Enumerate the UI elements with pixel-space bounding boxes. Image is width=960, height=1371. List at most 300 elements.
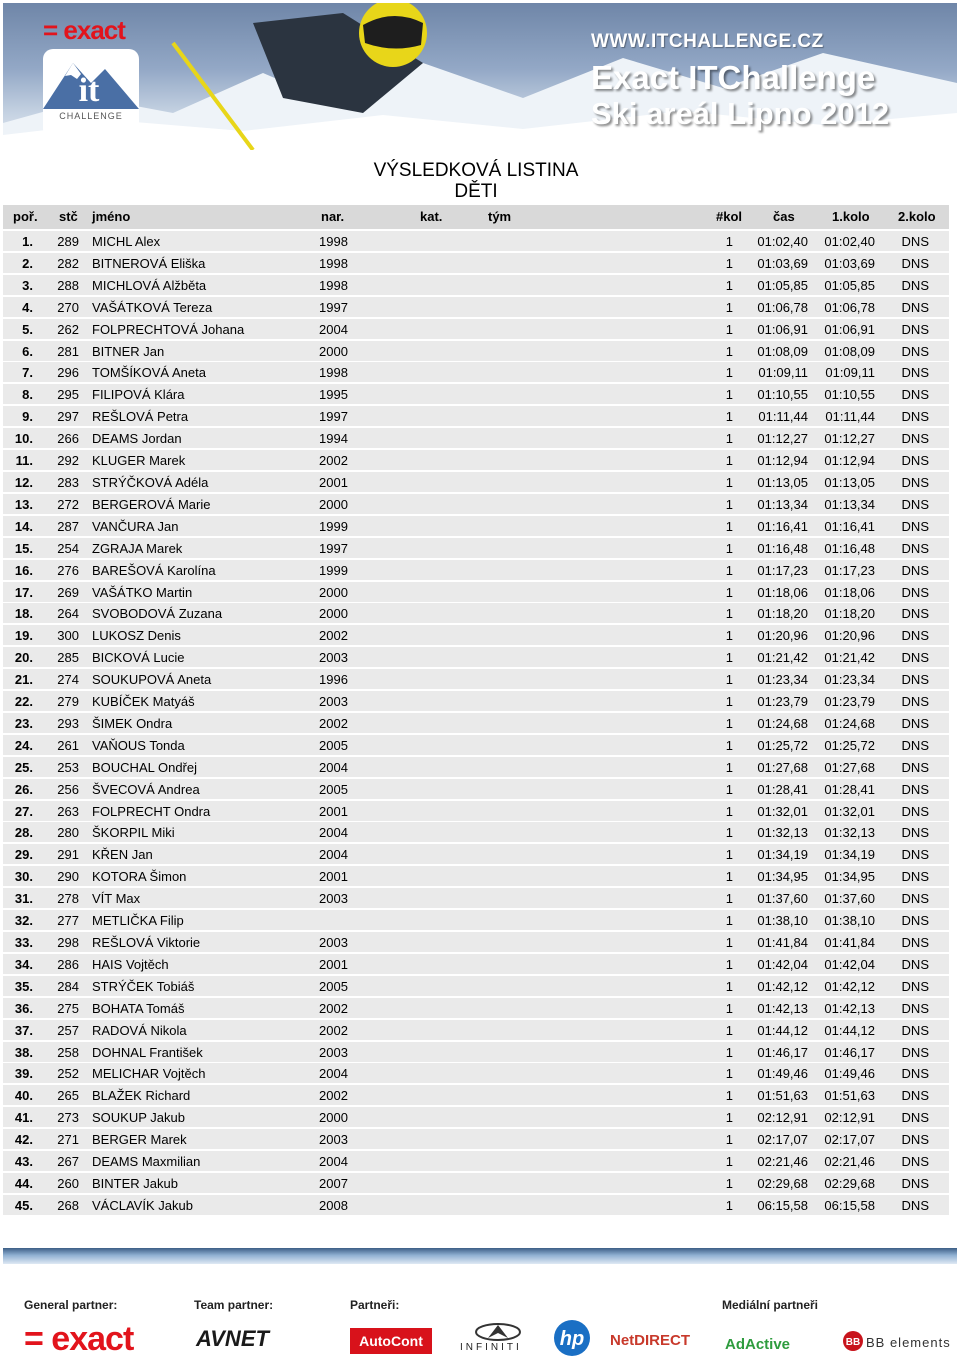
header-category: kat. <box>420 209 443 224</box>
name-cell: HAIS Vojtěch <box>92 956 169 972</box>
birth-year-cell: 2000 <box>319 606 348 622</box>
rounds-cell: 1 <box>725 913 733 929</box>
time-cell: 01:37,60 <box>757 891 808 907</box>
birth-year-cell: 1998 <box>319 234 348 249</box>
svg-text:it: it <box>78 72 100 109</box>
rank-cell: 22. <box>14 694 33 710</box>
round2-cell: DNS <box>901 715 929 731</box>
rank-cell: 26. <box>14 781 33 797</box>
table-row <box>3 1173 949 1193</box>
time-cell: 01:21,42 <box>757 650 808 666</box>
rounds-cell: 1 <box>725 978 733 994</box>
rank-cell: 12. <box>14 474 33 490</box>
time-cell: 01:32,13 <box>757 825 808 841</box>
table-row <box>3 538 949 558</box>
time-cell: 01:42,12 <box>757 978 808 994</box>
round1-cell: 01:34,19 <box>824 847 875 863</box>
round2-cell: DNS <box>901 1132 929 1148</box>
website-url: WWW.ITCHALLENGE.CZ <box>591 31 824 52</box>
round2-cell: DNS <box>901 913 929 929</box>
round1-cell: 01:23,79 <box>824 694 875 710</box>
birth-year-cell: 2004 <box>319 1066 348 1082</box>
rank-cell: 42. <box>14 1132 33 1148</box>
table-row <box>3 362 949 382</box>
round1-cell: 01:13,05 <box>824 474 875 490</box>
birth-year-cell: 2004 <box>319 847 348 863</box>
round1-cell: 01:03,69 <box>824 255 875 271</box>
table-row <box>3 603 949 623</box>
birth-year-cell: 2003 <box>319 1132 348 1148</box>
table-row <box>3 888 949 908</box>
round2-cell: DNS <box>901 628 929 644</box>
rounds-cell: 1 <box>725 1022 733 1038</box>
birth-year-cell: 2003 <box>319 891 348 907</box>
table-row <box>3 428 949 448</box>
rank-cell: 43. <box>14 1154 33 1170</box>
birth-year-cell: 2003 <box>319 650 348 666</box>
table-row <box>3 625 949 645</box>
time-cell: 01:20,96 <box>757 628 808 644</box>
round2-cell: DNS <box>901 1154 929 1170</box>
round2-cell: DNS <box>901 496 929 512</box>
birth-year-cell: 1997 <box>319 409 348 425</box>
bib-cell: 283 <box>57 474 79 490</box>
round2-cell: DNS <box>901 453 929 469</box>
bib-cell: 269 <box>57 584 79 600</box>
round1-cell: 01:32,13 <box>824 825 875 841</box>
rank-cell: 4. <box>22 299 33 315</box>
rounds-cell: 1 <box>725 234 733 249</box>
header-rounds: #kol <box>716 209 743 224</box>
round2-cell: DNS <box>901 935 929 950</box>
rounds-cell: 1 <box>725 628 733 644</box>
round2-cell: DNS <box>901 606 929 622</box>
rounds-cell: 1 <box>725 1110 733 1126</box>
rank-cell: 23. <box>14 715 33 731</box>
table-row <box>3 1085 949 1105</box>
round1-cell: 01:27,68 <box>824 759 875 775</box>
name-cell: BICKOVÁ Lucie <box>92 650 185 666</box>
bib-cell: 296 <box>57 365 79 381</box>
round1-cell: 01:24,68 <box>824 715 875 731</box>
name-cell: SVOBODOVÁ Zuzana <box>92 606 223 622</box>
birth-year-cell: 2003 <box>319 694 348 710</box>
rank-cell: 36. <box>14 1000 33 1016</box>
rank-cell: 8. <box>22 387 33 403</box>
round2-cell: DNS <box>901 409 929 425</box>
table-row <box>3 297 949 317</box>
rounds-cell: 1 <box>725 935 733 950</box>
birth-year-cell: 1998 <box>319 277 348 293</box>
bib-cell: 253 <box>57 759 79 775</box>
birth-year-cell: 2005 <box>319 737 348 753</box>
round2-cell: DNS <box>901 650 929 666</box>
bib-cell: 261 <box>57 737 79 753</box>
birth-year-cell: 2000 <box>319 1110 348 1126</box>
table-row <box>3 954 949 974</box>
header-round2: 2.kolo <box>898 209 936 224</box>
table-row <box>3 231 949 251</box>
rank-cell: 41. <box>14 1110 33 1126</box>
name-cell: BINTER Jakub <box>92 1175 178 1191</box>
bib-cell: 280 <box>57 825 79 841</box>
round2-cell: DNS <box>901 803 929 819</box>
round2-cell: DNS <box>901 255 929 271</box>
table-row <box>3 757 949 777</box>
name-cell: BERGEROVÁ Marie <box>92 496 211 512</box>
round2-cell: DNS <box>901 825 929 841</box>
bib-cell: 284 <box>57 978 79 994</box>
round1-cell: 01:12,94 <box>824 453 875 469</box>
bib-cell: 293 <box>57 715 79 731</box>
bib-cell: 256 <box>57 781 79 797</box>
rounds-cell: 1 <box>725 474 733 490</box>
rounds-cell: 1 <box>725 540 733 556</box>
time-cell: 01:06,78 <box>757 299 808 315</box>
round2-cell: DNS <box>901 737 929 753</box>
bib-cell: 285 <box>57 650 79 666</box>
name-cell: DEAMS Jordan <box>92 431 182 447</box>
rounds-cell: 1 <box>725 803 733 819</box>
time-cell: 01:06,91 <box>757 321 808 337</box>
round2-cell: DNS <box>901 1044 929 1060</box>
name-cell: BLAŽEK Richard <box>92 1088 191 1104</box>
round2-cell: DNS <box>901 540 929 556</box>
time-cell: 01:08,09 <box>757 343 808 359</box>
round2-cell: DNS <box>901 1175 929 1191</box>
exact-sponsor-logo: = exact <box>24 1320 134 1358</box>
bib-cell: 268 <box>57 1197 79 1213</box>
event-title: Exact ITChallenge <box>591 59 876 96</box>
round1-cell: 01:23,34 <box>824 672 875 688</box>
round1-cell: 01:17,23 <box>824 562 875 578</box>
round2-cell: DNS <box>901 1022 929 1038</box>
table-row <box>3 516 949 536</box>
name-cell: STRÝČEK Tobiáš <box>92 978 195 994</box>
table-row <box>3 1063 949 1083</box>
round1-cell: 02:17,07 <box>824 1132 875 1148</box>
rounds-cell: 1 <box>725 1175 733 1191</box>
bib-cell: 282 <box>57 255 79 271</box>
logo-subtitle: CHALLENGE <box>59 111 123 121</box>
birth-year-cell: 2003 <box>319 1044 348 1060</box>
bib-cell: 298 <box>57 935 79 950</box>
name-cell: BOUCHAL Ondřej <box>92 759 197 775</box>
table-row <box>3 384 949 404</box>
name-cell: KUBÍČEK Matyáš <box>92 694 195 710</box>
rounds-cell: 1 <box>725 869 733 885</box>
table-row <box>3 822 949 842</box>
bib-cell: 300 <box>57 628 79 644</box>
name-cell: LUKOSZ Denis <box>92 628 181 644</box>
table-row <box>3 669 949 689</box>
round1-cell: 01:05,85 <box>824 277 875 293</box>
table-row <box>3 910 949 930</box>
birth-year-cell: 2002 <box>319 628 348 644</box>
time-cell: 01:24,68 <box>757 715 808 731</box>
header-bib: stč <box>59 209 78 224</box>
round1-cell: 01:16,48 <box>824 540 875 556</box>
birth-year-cell: 2002 <box>319 1000 348 1016</box>
infiniti-emblem-icon <box>474 1322 522 1342</box>
name-cell: MICHL Alex <box>92 234 161 249</box>
header-birth-year: nar. <box>321 209 345 224</box>
bib-cell: 286 <box>57 956 79 972</box>
bib-cell: 267 <box>57 1154 79 1170</box>
round1-cell: 01:32,01 <box>824 803 875 819</box>
time-cell: 01:23,34 <box>757 672 808 688</box>
name-cell: FILIPOVÁ Klára <box>92 387 185 403</box>
autocont-sponsor-logo: AutoCont <box>350 1328 432 1354</box>
name-cell: ŠIMEK Ondra <box>92 715 173 731</box>
table-row <box>3 450 949 470</box>
name-cell: VÁCLAVÍK Jakub <box>92 1197 193 1213</box>
birth-year-cell: 2002 <box>319 1022 348 1038</box>
time-cell: 01:18,06 <box>757 584 808 600</box>
round1-cell: 01:42,04 <box>824 956 875 972</box>
name-cell: TOMŠÍKOVÁ Aneta <box>92 365 206 381</box>
bib-cell: 265 <box>57 1088 79 1104</box>
bib-cell: 277 <box>57 913 79 929</box>
rank-cell: 29. <box>14 847 33 863</box>
table-row <box>3 1151 949 1171</box>
round1-cell: 01:46,17 <box>824 1044 875 1060</box>
rank-cell: 31. <box>14 891 33 907</box>
netdirect-sponsor-logo: NetDIRECT <box>610 1332 691 1349</box>
table-row <box>3 472 949 492</box>
bib-cell: 257 <box>57 1022 79 1038</box>
adactive-sponsor-logo: AdActive <box>725 1336 791 1353</box>
avnet-sponsor-logo: AVNET <box>196 1326 269 1351</box>
general-partner-label: General partner: <box>24 1298 118 1312</box>
round1-cell: 01:25,72 <box>824 737 875 753</box>
birth-year-cell: 2004 <box>319 825 348 841</box>
rounds-cell: 1 <box>725 1044 733 1060</box>
partners-label: Partneři: <box>350 1298 400 1312</box>
table-row <box>3 976 949 996</box>
birth-year-cell: 1995 <box>319 387 348 403</box>
rank-cell: 20. <box>14 650 33 666</box>
category-title: DĚTI <box>454 181 498 202</box>
bib-cell: 288 <box>57 277 79 293</box>
round2-cell: DNS <box>901 584 929 600</box>
birth-year-cell: 2001 <box>319 956 348 972</box>
time-cell: 02:29,68 <box>757 1175 808 1191</box>
time-cell: 01:49,46 <box>757 1066 808 1082</box>
rounds-cell: 1 <box>725 825 733 841</box>
round1-cell: 01:28,41 <box>824 781 875 797</box>
time-cell: 01:27,68 <box>757 759 808 775</box>
bb-badge-icon <box>842 1330 864 1352</box>
rank-cell: 25. <box>14 759 33 775</box>
birth-year-cell: 2007 <box>319 1175 348 1191</box>
time-cell: 01:18,20 <box>757 606 808 622</box>
time-cell: 01:03,69 <box>757 255 808 271</box>
team-partner-label: Team partner: <box>194 1298 274 1312</box>
time-cell: 02:12,91 <box>757 1110 808 1126</box>
name-cell: BOHATA Tomáš <box>92 1000 185 1016</box>
round1-cell: 01:37,60 <box>824 891 875 907</box>
rank-cell: 3. <box>22 277 33 293</box>
exact-logo-text: = exact <box>43 15 125 45</box>
time-cell: 01:17,23 <box>757 562 808 578</box>
round1-cell: 01:02,40 <box>824 234 875 249</box>
birth-year-cell: 1997 <box>319 540 348 556</box>
rounds-cell: 1 <box>725 1132 733 1148</box>
birth-year-cell: 2002 <box>319 1088 348 1104</box>
name-cell: ŠVECOVÁ Andrea <box>92 781 200 797</box>
bib-cell: 276 <box>57 562 79 578</box>
bib-cell: 274 <box>57 672 79 688</box>
rank-cell: 10. <box>14 431 33 447</box>
rank-cell: 33. <box>14 935 33 950</box>
rounds-cell: 1 <box>725 409 733 425</box>
bib-cell: 266 <box>57 431 79 447</box>
rank-cell: 24. <box>14 737 33 753</box>
round2-cell: DNS <box>901 234 929 249</box>
round1-cell: 02:21,46 <box>824 1154 875 1170</box>
time-cell: 01:05,85 <box>757 277 808 293</box>
rounds-cell: 1 <box>725 496 733 512</box>
round1-cell: 01:20,96 <box>824 628 875 644</box>
name-cell: RADOVÁ Nikola <box>92 1022 187 1038</box>
rank-cell: 44. <box>14 1175 33 1191</box>
round2-cell: DNS <box>901 518 929 534</box>
birth-year-cell: 2002 <box>319 453 348 469</box>
birth-year-cell: 2000 <box>319 584 348 600</box>
birth-year-cell: 1999 <box>319 562 348 578</box>
round1-cell: 01:49,46 <box>824 1066 875 1082</box>
round1-cell: 01:42,13 <box>824 1000 875 1016</box>
birth-year-cell: 2000 <box>319 343 348 359</box>
bib-cell: 291 <box>57 847 79 863</box>
table-row <box>3 582 949 602</box>
time-cell: 01:12,94 <box>757 453 808 469</box>
bib-cell: 260 <box>57 1175 79 1191</box>
rounds-cell: 1 <box>725 1197 733 1213</box>
rank-cell: 17. <box>14 584 33 600</box>
round1-cell: 01:16,41 <box>824 518 875 534</box>
time-cell: 02:17,07 <box>757 1132 808 1148</box>
time-cell: 01:13,34 <box>757 496 808 512</box>
rounds-cell: 1 <box>725 891 733 907</box>
table-row <box>3 253 949 273</box>
mountain-icon <box>43 49 139 109</box>
rank-cell: 28. <box>14 825 33 841</box>
time-cell: 01:16,48 <box>757 540 808 556</box>
rank-cell: 37. <box>14 1022 33 1038</box>
round1-cell: 01:10,55 <box>824 387 875 403</box>
bib-cell: 287 <box>57 518 79 534</box>
media-partner-label: Mediální partneři <box>722 1298 819 1312</box>
table-row <box>3 1195 949 1215</box>
birth-year-cell: 1999 <box>319 518 348 534</box>
rank-cell: 6. <box>22 343 33 359</box>
hp-logo-icon <box>552 1318 592 1358</box>
round2-cell: DNS <box>901 365 929 381</box>
birth-year-cell: 1997 <box>319 299 348 315</box>
round2-cell: DNS <box>901 431 929 447</box>
birth-year-cell: 1998 <box>319 255 348 271</box>
rounds-cell: 1 <box>725 694 733 710</box>
time-cell: 01:32,01 <box>757 803 808 819</box>
rank-cell: 19. <box>14 628 33 644</box>
bib-cell: 254 <box>57 540 79 556</box>
rank-cell: 16. <box>14 562 33 578</box>
table-row <box>3 801 949 821</box>
time-cell: 01:41,84 <box>757 935 808 950</box>
round1-cell: 06:15,58 <box>824 1197 875 1213</box>
rounds-cell: 1 <box>725 737 733 753</box>
round1-cell: 01:08,09 <box>824 343 875 359</box>
rounds-cell: 1 <box>725 847 733 863</box>
rounds-cell: 1 <box>725 715 733 731</box>
rank-cell: 9. <box>22 409 33 425</box>
round1-cell: 01:41,84 <box>824 935 875 950</box>
name-cell: ZGRAJA Marek <box>92 540 183 556</box>
bib-cell: 278 <box>57 891 79 907</box>
name-cell: STRÝČKOVÁ Adéla <box>92 474 209 490</box>
rank-cell: 2. <box>22 255 33 271</box>
rounds-cell: 1 <box>725 562 733 578</box>
results-table <box>3 231 949 1217</box>
name-cell: KOTORA Šimon <box>92 869 187 885</box>
bib-cell: 279 <box>57 694 79 710</box>
rounds-cell: 1 <box>725 255 733 271</box>
rank-cell: 1. <box>22 234 33 249</box>
birth-year-cell: 2003 <box>319 935 348 950</box>
bib-cell: 295 <box>57 387 79 403</box>
rounds-cell: 1 <box>725 453 733 469</box>
table-header <box>3 205 949 231</box>
table-row <box>3 560 949 580</box>
round2-cell: DNS <box>901 672 929 688</box>
table-row <box>3 932 949 952</box>
round1-cell: 01:38,10 <box>824 913 875 929</box>
name-cell: BITNER Jan <box>92 343 165 359</box>
round2-cell: DNS <box>901 299 929 315</box>
birth-year-cell: 2001 <box>319 474 348 490</box>
table-row <box>3 866 949 886</box>
table-row <box>3 647 949 667</box>
table-row <box>3 735 949 755</box>
name-cell: FOLPRECHT Ondra <box>92 803 211 819</box>
birth-year-cell: 2001 <box>319 803 348 819</box>
table-row <box>3 494 949 514</box>
table-row <box>3 1107 949 1127</box>
bbelements-sponsor-logo: BB elements <box>866 1335 951 1350</box>
birth-year-cell: 2002 <box>319 715 348 731</box>
round2-cell: DNS <box>901 956 929 972</box>
birth-year-cell: 2005 <box>319 978 348 994</box>
name-cell: FOLPRECHTOVÁ Johana <box>92 321 245 337</box>
round1-cell: 01:18,06 <box>824 584 875 600</box>
table-row <box>3 319 949 339</box>
table-row <box>3 691 949 711</box>
time-cell: 01:51,63 <box>757 1088 808 1104</box>
round2-cell: DNS <box>901 1000 929 1016</box>
rank-cell: 13. <box>14 496 33 512</box>
bib-cell: 262 <box>57 321 79 337</box>
time-cell: 01:16,41 <box>757 518 808 534</box>
rounds-cell: 1 <box>725 1066 733 1082</box>
round2-cell: DNS <box>901 474 929 490</box>
name-cell: VAŠÁTKOVÁ Tereza <box>92 299 213 315</box>
round1-cell: 01:11,44 <box>825 409 875 425</box>
round1-cell: 01:42,12 <box>824 978 875 994</box>
name-cell: REŠLOVÁ Petra <box>92 409 189 425</box>
round1-cell: 01:18,20 <box>824 606 875 622</box>
